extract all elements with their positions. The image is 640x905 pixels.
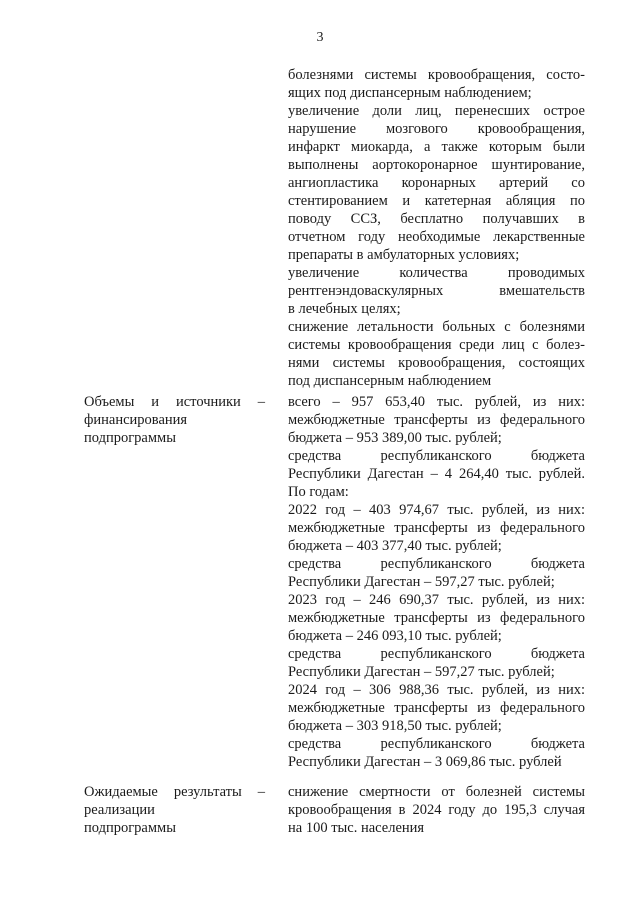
- funding-label-line: финансирования: [84, 412, 188, 428]
- funding-line: Республики Дагестан – 3 069,86 тыс. рублей: [288, 754, 562, 770]
- funding-line: 2024 год – 306 988,36 тыс. рублей, из них:: [288, 682, 585, 698]
- funding-label-line: подпрограммы: [84, 430, 176, 446]
- results-label-line: подпрограммы: [84, 820, 176, 836]
- targets-line: снижение летальности больных с болезнями: [288, 319, 585, 335]
- funding-line: всего – 957 653,40 тыс. рублей, из них:: [288, 394, 585, 410]
- funding-line: межбюджетные трансферты из федерального: [288, 610, 585, 626]
- targets-line: системы кровообращения среди лиц с болез-: [288, 337, 585, 353]
- targets-line: под диспансерным наблюдением: [288, 373, 492, 389]
- funding-line: бюджета – 303 918,50 тыс. рублей;: [288, 718, 502, 734]
- results-label-line: реализации: [84, 802, 155, 818]
- targets-line: в лечебных целях;: [288, 301, 401, 317]
- funding-line: межбюджетные трансферты из федерального: [288, 520, 585, 536]
- funding-line: бюджета – 953 389,00 тыс. рублей;: [288, 430, 502, 446]
- funding-line: 2022 год – 403 974,67 тыс. рублей, из них:: [288, 502, 585, 518]
- targets-line: нями системы кровообращения, состоящих: [288, 355, 585, 371]
- targets-line: увеличение количества проводимых: [288, 265, 585, 281]
- results-label-line: Ожидаемые результаты –: [84, 784, 265, 800]
- funding-line: 2023 год – 246 690,37 тыс. рублей, из них:: [288, 592, 585, 608]
- targets-line: выполнены аортокоронарное шунтирование,: [288, 157, 585, 173]
- targets-line: отчетном году необходимые лекарственные: [288, 229, 585, 245]
- funding-line: средства республиканского бюджета: [288, 646, 585, 662]
- targets-line: ангиопластика коронарных артерий со: [288, 175, 585, 191]
- funding-line: средства республиканского бюджета: [288, 448, 585, 464]
- targets-line: поводу ССЗ, бесплатно получавших в: [288, 211, 585, 227]
- targets-line: препараты в амбулаторных условиях;: [288, 247, 520, 263]
- targets-line: рентгенэндоваскулярных вмешательств: [288, 283, 585, 299]
- targets-line: болезнями системы кровообращения, состо-: [288, 67, 585, 83]
- funding-line: средства республиканского бюджета: [288, 736, 585, 752]
- targets-line: нарушение мозгового кровообращения,: [288, 121, 585, 137]
- funding-line: По годам:: [288, 484, 349, 500]
- funding-line: Республики Дагестан – 597,27 тыс. рублей;: [288, 664, 555, 680]
- results-line: кровообращения в 2024 году до 195,3 случая: [288, 802, 585, 818]
- funding-line: межбюджетные трансферты из федерального: [288, 700, 585, 716]
- funding-line: межбюджетные трансферты из федерального: [288, 412, 585, 428]
- funding-line: бюджета – 246 093,10 тыс. рублей;: [288, 628, 502, 644]
- funding-line: бюджета – 403 377,40 тыс. рублей;: [288, 538, 502, 554]
- targets-line: инфаркт миокарда, а также которым были: [288, 139, 585, 155]
- funding-label-line: Объемы и источники –: [84, 394, 265, 410]
- targets-line: стентированием и катетерная абляция по: [288, 193, 585, 209]
- targets-line: увеличение доли лиц, перенесших острое: [288, 103, 585, 119]
- funding-line: Республики Дагестан – 597,27 тыс. рублей;: [288, 574, 555, 590]
- targets-line: ящих под диспансерным наблюдением;: [288, 85, 532, 101]
- funding-line: Республики Дагестан – 4 264,40 тыс. рублей.: [288, 466, 585, 482]
- results-line: снижение смертности от болезней системы: [288, 784, 585, 800]
- page-number: 3: [316, 30, 324, 45]
- results-line: на 100 тыс. населения: [288, 820, 425, 836]
- funding-line: средства республиканского бюджета: [288, 556, 585, 572]
